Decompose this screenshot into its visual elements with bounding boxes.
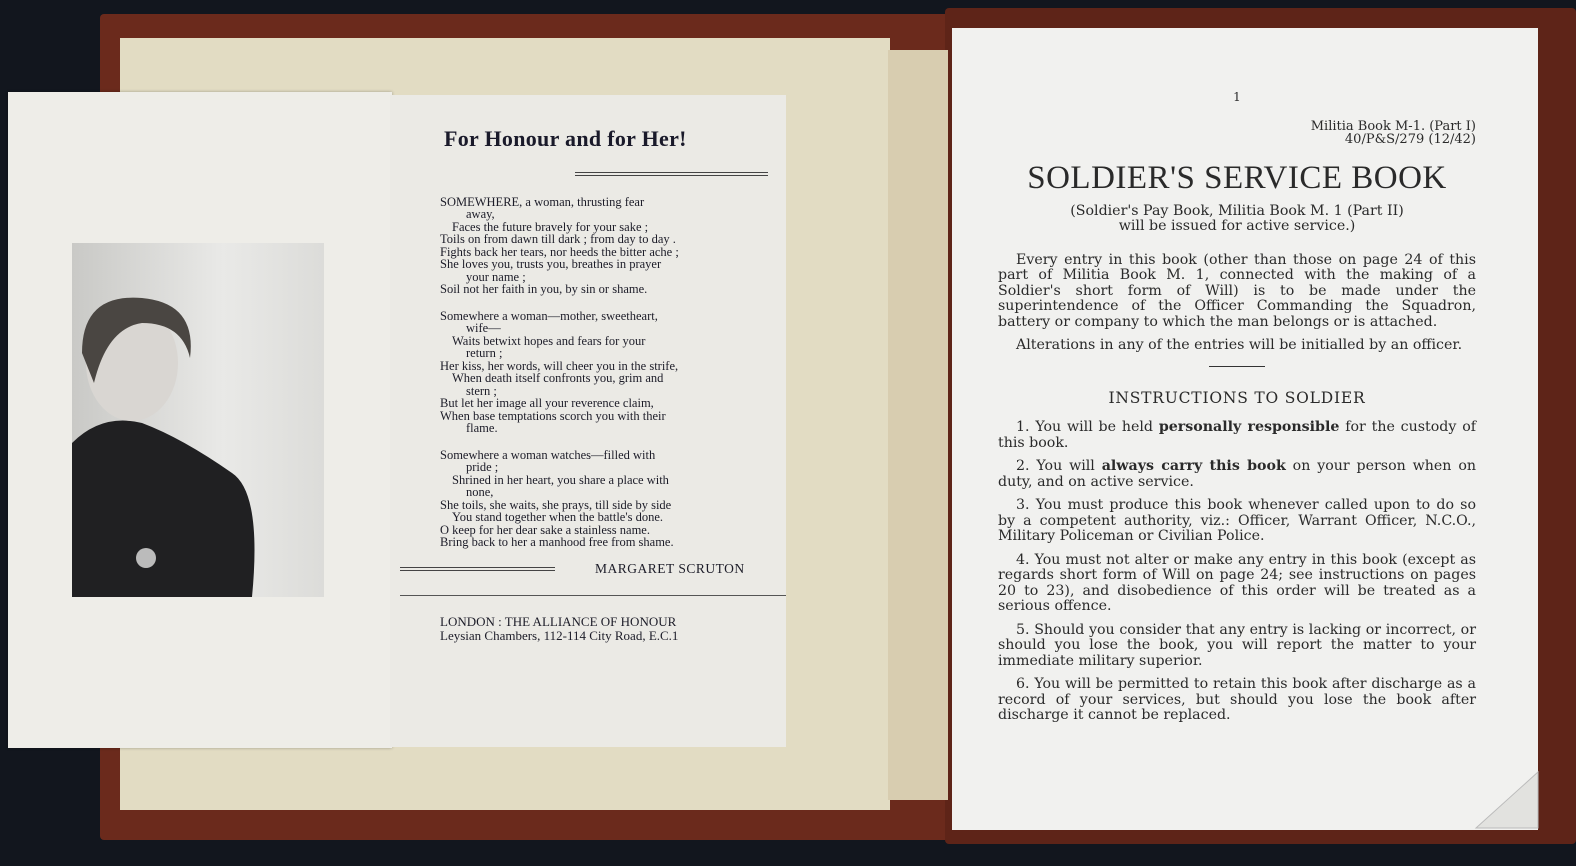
title-rule [575,172,768,176]
poem-line: You stand together when the battle's done. [452,510,664,524]
publisher-line-1: LONDON : THE ALLIANCE OF HONOUR [440,614,677,629]
poem-line: Somewhere a woman watches—filled with [440,447,656,462]
instruction-text: 2. You will [1016,458,1102,474]
instruction-text: 1. You will be held [1016,419,1159,435]
publisher-line-2: Leysian Chambers, 112-114 City Road, E.C.1 [440,627,679,643]
instruction-item [998,459,1476,490]
instruction-text: 4. You must not alter or make any entry in this book (except as regards short form of Will on page 24; see instructions on pages 20 to 23), and disobedience of this order will be treated as a serious offence. [998,551,1476,614]
poem-line: Waits betwixt hopes and fears for your [452,333,646,348]
instruction-item [998,677,1476,724]
photo-frame [8,92,392,748]
poem-line: return ; [466,346,503,360]
footer-rule [400,595,786,596]
intro-paragraph: Every entry in this book (other than those on page 24 of this part of Militia Book M. 1, connected with the making of a Soldier's short form of Will) is to be made under the superintendence of the Officer Commanding the Squadron, battery or company to which the man belongs or is attached. [998,251,1476,330]
poem-stanza [440,310,768,435]
poem-line: When death itself confronts you, grim and [452,371,664,385]
poem-line: Soil not her faith in you, by sin or shame. [440,282,648,296]
poem-line: your name ; [466,269,526,284]
poem-author: MARGARET SCRUTON [595,560,745,576]
poem-line: Bring back to her a manhood free from shame. [440,535,674,549]
poem-body [440,196,768,549]
poem-line: pride ; [466,460,499,474]
poem-title: For Honour and for Her! [444,126,687,151]
instruction-item [998,498,1476,545]
spine-lining [888,50,948,800]
poem-line: O keep for her dear sake a stainless name. [440,522,650,537]
subtitle-1: (Soldier's Pay Book, Militia Book M. 1 (Part II) [1070,202,1404,219]
poem-line: Faces the future bravely for your sake ; [452,219,649,234]
page-corner-fold [1470,770,1540,830]
poem-line: none, [466,485,494,499]
poem-line: Toils on from dawn till dark ; from day to day . [440,232,676,246]
author-row [400,560,778,576]
poem-line: Fights back her tears, nor heeds the bitter ache ; [440,244,679,259]
instruction-item [998,623,1476,670]
instruction-text: personally responsible [1158,419,1340,435]
poem-card [390,95,786,747]
reference-line-2: 40/P&S/279 (12/42) [1344,131,1476,147]
service-book-page [952,28,1538,830]
alterations-paragraph: Alterations in any of the entries will be initialled by an officer. [1016,337,1463,353]
poem-stanza [440,449,768,549]
poem-line: When base temptations scorch you with their [440,408,666,423]
poem-line: She loves you, trusts you, breathes in prayer [440,257,662,271]
page-number: 1 [1233,90,1241,104]
poem-line: SOMEWHERE, a woman, thrusting fear [440,194,645,209]
section-divider [1209,366,1265,367]
poem-line: stern ; [466,383,497,398]
poem-stanza [440,196,768,296]
instruction-text: 5. Should you consider that any entry is lacking or incorrect, or should you lose the book, you will report the matter to your immediate military superior. [998,621,1476,669]
poem-line: flame. [466,421,498,435]
instruction-item [998,553,1476,615]
poem-line: She toils, she waits, she prays, till side by side [440,497,672,512]
reference-line-1: Militia Book M-1. (Part I) [1310,118,1476,134]
instruction-text: always carry this book [1101,458,1286,474]
instruction-text: 6. You will be permitted to retain this book after discharge as a record of your services, but should you lose the book after discharge it cannot be replaced. [998,676,1476,723]
portrait-photo [72,243,324,597]
subtitle-2: will be issued for active service.) [1118,218,1356,234]
poem-line: Shrined in her heart, you share a place with [452,472,669,487]
poem-line: away, [466,207,495,221]
instruction-text: 3. You must produce this book whenever called upon to do so by a competent authority, viz.: Officer, Warrant Officer, N.C.O., Military Policeman or Civilian Police. [998,497,1476,544]
page-title: SOLDIER'S SERVICE BOOK [1027,159,1447,196]
poem-line: Somewhere a woman—mother, sweetheart, [440,308,658,323]
instructions-list [998,420,1476,724]
poem-line: wife— [466,321,501,335]
instruction-text: for the custody of this book. [998,419,1476,451]
poem-line: But let her image all your reverence claim, [440,396,654,410]
instruction-item [998,420,1476,451]
instruction-text: on your person when on duty, and on active service. [998,458,1476,490]
poem-line: Her kiss, her words, will cheer you in the strife, [440,358,679,373]
author-rule [400,567,555,571]
instructions-heading: INSTRUCTIONS TO SOLDIER [1108,388,1366,407]
